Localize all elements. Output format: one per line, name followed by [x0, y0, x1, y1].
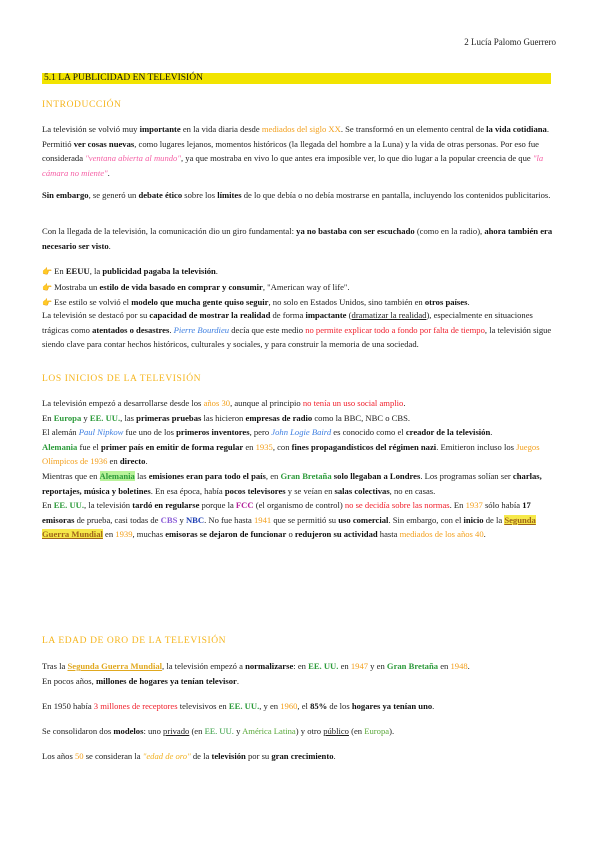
section-title: 5.1 LA PUBLICIDAD EN TELEVISIÓN	[42, 73, 551, 84]
paragraph-intro-2: Sin embargo, se generó un debate ético sobre los límites de lo que debía o no debía mostrarse en pantalla, incluyendo los contenidos publicitarios.	[42, 190, 551, 200]
paragraph-intro-1: La televisión se volvió muy importante en la vida diaria desde mediados del siglo XX. Se transformó en un elemento central de la vida cotidiana. Permitió ver cosas nuevas, como lugares lejanos, momentos históricos (la llegada del hombre a la Luna) y la vida de otras personas. Por eso fue considerada "ventana abierta al mundo", ya que mostraba en vivo lo que antes era imposible ver, lo que dio lugar a la popular creencia de que "la cámara no miente".	[42, 124, 549, 178]
paragraph-edad-de-oro-3: Se consolidaron dos modelos: uno privado (en EE. UU. y América Latina) y otro público (en Europa).	[42, 726, 395, 736]
pointing-hand-icon: 👉	[42, 298, 52, 308]
paragraph-intro-3: Con la llegada de la televisión, la comunicación dio un giro fundamental: ya no bastaba con ser escuchado (como en la radio), ahora también era necesario ser visto.	[42, 226, 553, 251]
paragraph-edad-de-oro-4: Los años 50 se consideran la "edad de oro" de la televisión por su gran crecimiento.	[42, 751, 336, 761]
paragraph-edad-de-oro-1: Tras la Segunda Guerra Mundial, la televisión empezó a normalizarse: en EE. UU. en 1947 y en Gran Bretaña en 1948. En pocos años, millones de hogares ya tenían televisor.	[42, 661, 470, 686]
bullet-list: 👉 En EEUU, la publicidad pagaba la televisión. 👉 Mostraba un estilo de vida basado en comprar y consumir, "American way of life". 👉 Ese estilo se volvió el modelo que mucha gente quiso seguir, no solo en Estados Unidos, sino también en otros países.	[42, 266, 470, 308]
paragraph-inicios: La televisión empezó a desarrollarse desde los años 30, aunque al principio no tenía un uso social amplio. En Europa y EE. UU., las primeras pruebas las hicieron empresas de radio como la BBC, NBC o CBS. El alemán Paul Nipkow fue uno de los primeros inventores, pero John Logie Baird es conocido como el creador de la televisión. Alemania fue el primer país en emitir de forma regular en 1935, con fines propagandísticos del régimen nazi. Emitieron incluso los Juegos Olímpicos de 1936 en directo. Mientras que en Alemania las emisiones eran para todo el país, en Gran Bretaña solo llegaban a Londres. Los programas solían ser charlas, reportajes, música y boletines. En esa época, había pocos televisores y se veían en salas colectivas, no en casas. En EE. UU., la televisión tardó en regularse porque la FCC (el organismo de control) no se decidía sobre las normas. En 1937 sólo había 17 emisoras de prueba, casi todas de CBS y NBC. No fue hasta 1941 que se permitió su uso comercial. Sin embargo, con el inicio de la Segunda Guerra Mundial en 1939, muchas emisoras se dejaron de funcionar o redujeron su actividad hasta mediados de los años 40.	[42, 398, 542, 540]
pointing-hand-icon: 👉	[42, 282, 52, 292]
paragraph-intro-4: La televisión se destacó por su capacidad de mostrar la realidad de forma impactante (dramatizar la realidad), especialmente en situaciones trágicas como atentados o desastres. Pierre Bourdieu decía que este medio no permite explicar todo a fondo por falta de tiempo, la televisión sigue siendo clave para contar hechos históricos, culturales y sociales, y para construir la memoria de una sociedad.	[42, 310, 552, 350]
heading-edad-de-oro: LA EDAD DE ORO DE LA TELEVISIÓN	[42, 636, 227, 646]
paragraph-edad-de-oro-2: En 1950 había 3 millones de receptores televisivos en EE. UU., y en 1960, el 85% de los hogares ya tenían uno.	[42, 701, 435, 711]
heading-inicios: LOS INICIOS DE LA TELEVISIÓN	[42, 374, 202, 384]
heading-introduccion: INTRODUCCIÓN	[42, 100, 122, 110]
page-header: 2 Lucía Palomo Guerrero	[464, 37, 556, 47]
pointing-hand-icon: 👉	[42, 267, 52, 276]
